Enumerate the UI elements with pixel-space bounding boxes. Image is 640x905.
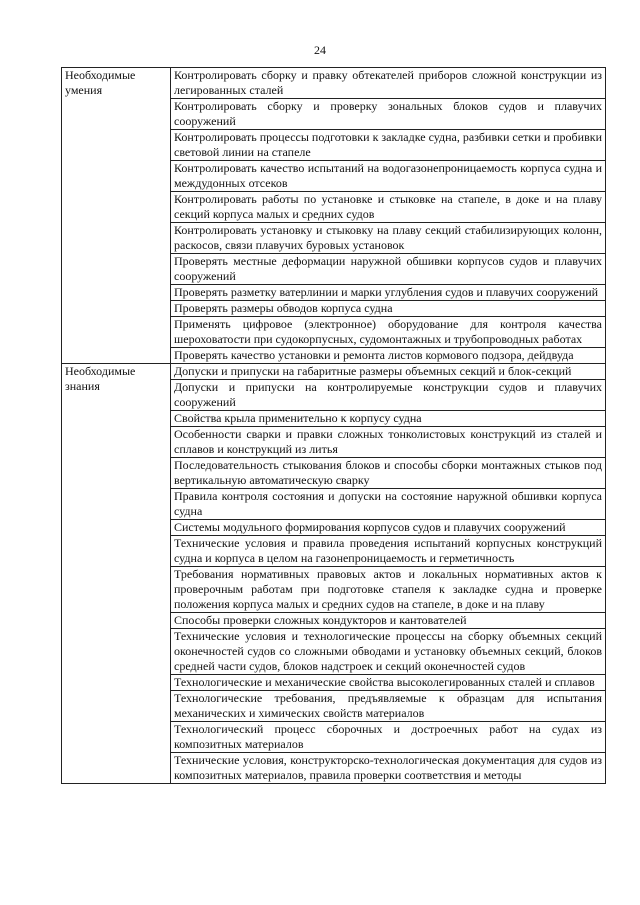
- skill-item: Применять цифровое (электронное) оборудование для контроля качества шероховатости при судокорпусных, судомонтажных и трубопроводных работах: [171, 317, 606, 348]
- knowledge-item: Технологический процесс сборочных и достроечных работ на судах из композитных материалов: [171, 722, 606, 753]
- knowledge-item: Технологические требования, предъявляемые к образцам для испытания механических и химических свойств материалов: [171, 691, 606, 722]
- table-row: [62, 364, 606, 380]
- skill-item: Проверять разметку ватерлинии и марки углубления судов и плавучих сооружений: [171, 285, 606, 301]
- knowledge-item: Технические условия и технологические процессы на сборку объемных секций оконечностей судов со сложными обводами и установку объемных секций, блоков средней части судов, блоков надстроек и секций оконечностей судов: [171, 629, 606, 675]
- skills-label: Необходимые умения: [62, 68, 171, 364]
- page-number: 24: [314, 43, 326, 57]
- knowledge-item: Способы проверки сложных кондукторов и кантователей: [171, 613, 606, 629]
- knowledge-item: Технические условия и правила проведения испытаний корпусных конструкций судна и корпуса в целом на газонепроницаемость и герметичность: [171, 536, 606, 567]
- table-row: [62, 68, 606, 99]
- knowledge-label: Необходимые знания: [62, 364, 171, 784]
- knowledge-item: Допуски и припуски на габаритные размеры объемных секций и блок-секций: [171, 364, 606, 380]
- knowledge-item: Технические условия, конструкторско-технологическая документация для судов из композитных материалов, правила проверки соответствия и методы: [171, 753, 606, 784]
- knowledge-item: Правила контроля состояния и допуски на состояние наружной обшивки корпуса судна: [171, 489, 606, 520]
- skill-item: Контролировать процессы подготовки к закладке судна, разбивки сетки и пробивки световой линии на стапеле: [171, 130, 606, 161]
- knowledge-item: Технологические и механические свойства высоколегированных сталей и сплавов: [171, 675, 606, 691]
- skill-item: Проверять размеры обводов корпуса судна: [171, 301, 606, 317]
- knowledge-item: Особенности сварки и правки сложных тонколистовых конструкций из сталей и сплавов и конструкций из литья: [171, 427, 606, 458]
- requirements-table: [61, 67, 606, 784]
- knowledge-item: Системы модульного формирования корпусов судов и плавучих сооружений: [171, 520, 606, 536]
- skill-item: Контролировать установку и стыковку на плаву секций стабилизирующих колонн, раскосов, связи плавучих буровых установок: [171, 223, 606, 254]
- skill-item: Контролировать сборку и правку обтекателей приборов сложной конструкции из легированных сталей: [171, 68, 606, 99]
- skill-item: Контролировать сборку и проверку зональных блоков судов и плавучих сооружений: [171, 99, 606, 130]
- skill-item: Контролировать работы по установке и стыковке на стапеле, в доке и на плаву секций корпуса малых и средних судов: [171, 192, 606, 223]
- knowledge-item: Последовательность стыкования блоков и способы сборки монтажных стыков под вертикальную автоматическую сварку: [171, 458, 606, 489]
- skill-item: Проверять качество установки и ремонта листов кормового подзора, дейдвуда: [171, 348, 606, 364]
- knowledge-item: Требования нормативных правовых актов и локальных нормативных актов к проверочным работам при подготовке стапеля к закладке судна и проверке положения корпуса малых и средних судов на стапеле, в доке и на плаву: [171, 567, 606, 613]
- knowledge-item: Допуски и припуски на контролируемые конструкции судов и плавучих сооружений: [171, 380, 606, 411]
- skill-item: Проверять местные деформации наружной обшивки корпусов судов и плавучих сооружений: [171, 254, 606, 285]
- knowledge-item: Свойства крыла применительно к корпусу судна: [171, 411, 606, 427]
- skill-item: Контролировать качество испытаний на водогазонепроницаемость корпуса судна и междудонных отсеков: [171, 161, 606, 192]
